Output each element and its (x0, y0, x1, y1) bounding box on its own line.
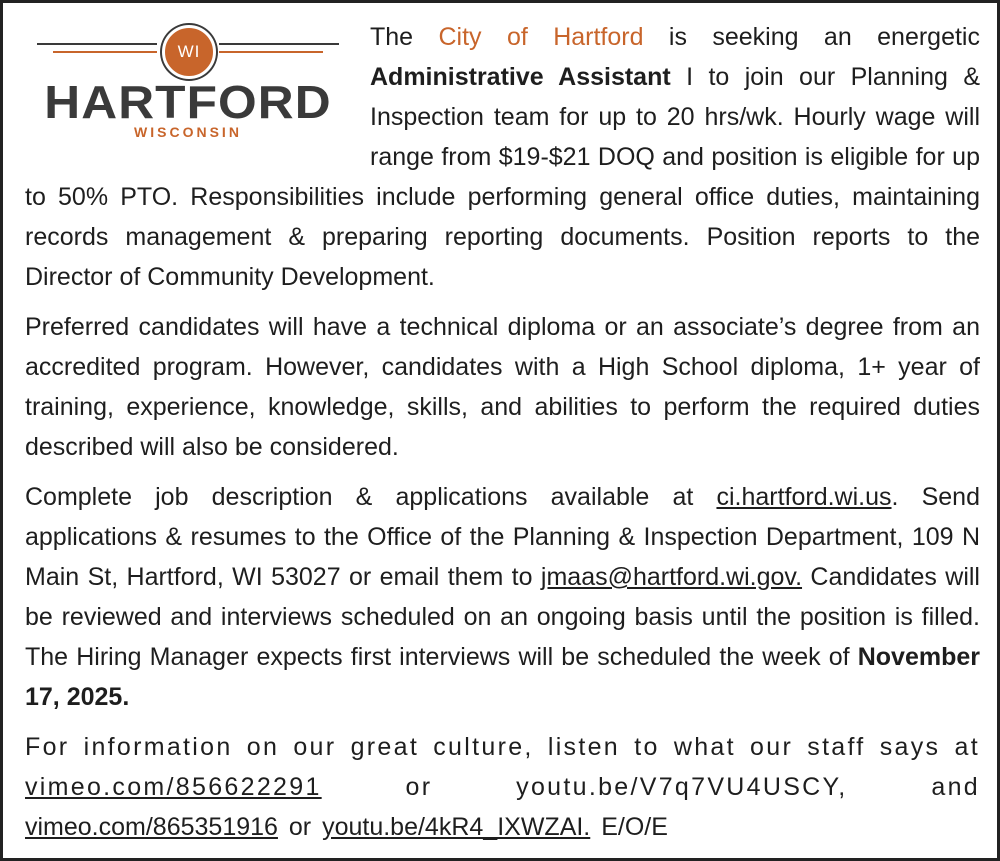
paragraph-culture (25, 727, 980, 847)
application-text-c: Candidates will be reviewed and interviews scheduled on an ongoing basis until the position is filled. The Hiring Manager expects first interviews will be scheduled the week of (25, 563, 980, 671)
wi-seal: WI (162, 25, 216, 79)
logo-wordmark: HARTFORD (44, 76, 332, 128)
website-link[interactable]: ci.hartford.wi.us (716, 483, 892, 511)
vimeo-link-2[interactable]: vimeo.com/865351916 (25, 813, 278, 841)
seeking-text: is seeking an energetic (643, 23, 980, 51)
culture-text-a: For information on our great culture, listen to what our staff says at (25, 733, 980, 761)
application-text-a: Complete job description & applications available at (25, 483, 717, 511)
culture-text-b: or youtu.be/V7q7VU4USCY, and (321, 773, 980, 801)
ad-body (25, 17, 980, 847)
intro-text: The (370, 23, 439, 51)
eoe-text: E/O/E (590, 813, 668, 841)
email-link[interactable]: jmaas@hartford.wi.gov. (540, 563, 803, 591)
intro-body: I to join our Planning & Inspection team for up to 20 hrs/wk. Hourly wage will range from $19-$21 DOQ and position is eligible for up to 50% PTO. Responsibilities include performing general office duties, maintaining records management & preparing reporting documents. Position reports to the Director of Community Development. (25, 63, 980, 291)
logo-subtitle: WISCONSIN (134, 124, 242, 140)
culture-text-c: or (277, 813, 323, 841)
paragraph-qualifications: Preferred candidates will have a technical diploma or an associate’s degree from an accredited program. However, candidates with a High School diploma, 1+ year of training, experience, knowledge, skills, and abilities to perform the required duties described will also be considered. (25, 313, 980, 461)
interview-date: November 17, 2025. (25, 643, 980, 711)
job-title: Administrative Assistant (370, 63, 671, 91)
city-name: City of Hartford (438, 23, 644, 51)
vimeo-link-1[interactable]: vimeo.com/856622291 (25, 773, 322, 801)
paragraph-application (25, 477, 980, 717)
application-text-b: . Send applications & resumes to the Office of the Planning & Inspection Department, 109 N Main St, Hartford, WI 53027 or email them to (25, 483, 980, 591)
youtube-link-2[interactable]: youtu.be/4kR4_IXWZAI. (322, 813, 591, 841)
